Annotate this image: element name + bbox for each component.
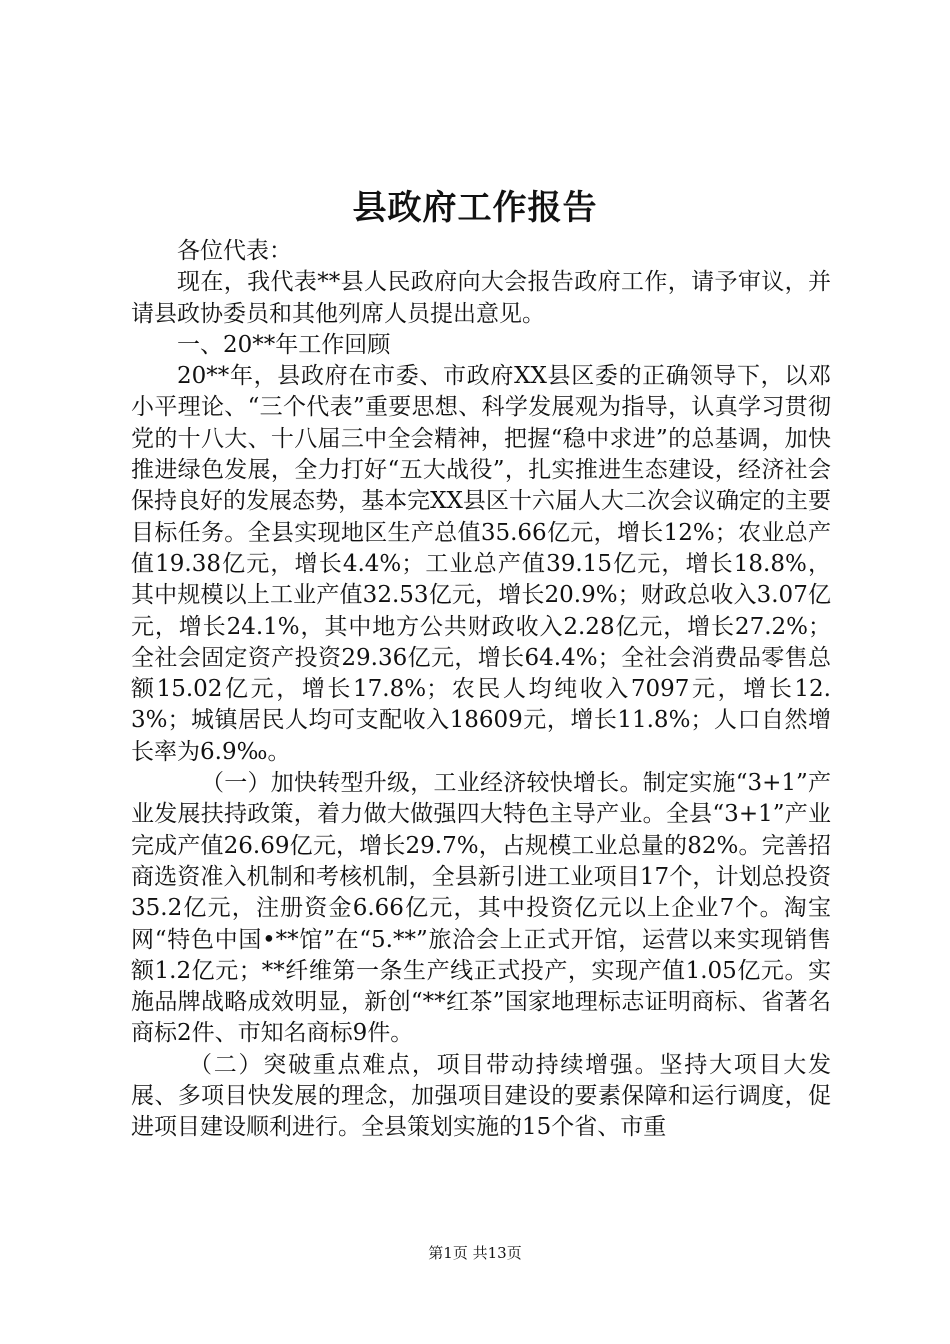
document-title: 县政府工作报告 bbox=[352, 188, 598, 228]
section-heading: 一、20**年工作回顾 bbox=[177, 331, 391, 358]
salutation: 各位代表： bbox=[177, 238, 292, 264]
page-footer: 第1页 共13页 bbox=[428, 1244, 522, 1262]
subsection-one-paragraph: （一）加快转型升级，工业经济较快增长。制定实施“3+1”产业发展扶持政策，着力做大做强四大特色主导产业。全县“3+1”产业完成产值26.69亿元，增长29.7%，占规模工业总量的82%。完善招商选资准入机制和考核机制，全县新引进工业项目17个，计划总投资35.2亿元，注册资金6.66亿元，其中投资亿元以上企业7个。淘宝网“特色中国•**馆”在“5.**”旅洽会上正式开馆，运营以来实现销售额1.2亿元；**纤维第一条生产线正式投产，实现产值1.05亿元。实施品牌战略成效明显，新创“**红茶”国家地理标志证明商标、省著名商标2件、市知名商标9件。 bbox=[131, 770, 831, 1047]
review-paragraph: 20**年，县政府在市委、市政府XX县区委的正确领导下，以邓小平理论、“三个代表”重要思想、科学发展观为指导，认真学习贯彻党的十八大、十八届三中全会精神，把握“稳中求进”的总基调，加快推进绿色发展，全力打好“五大战役”，扎实推进生态建设，经济社会保持良好的发展态势，基本完XX县区十六届人大二次会议确定的主要目标任务。全县实现地区生产总值35.66亿元，增长12%；农业总产值19.38亿元，增长4.4%；工业总产值39.15亿元，增长18.8%，其中规模以上工业产值32.53亿元，增长20.9%；财政总收入3.07亿元，增长24.1%，其中地方公共财政收入2.28亿元，增长27.2%；全社会固定资产投资29.36亿元，增长64.4%；全社会消费品零售总额15.02亿元，增长17.8%；农民人均纯收入7097元，增长12.3%；城镇居民人均可支配收入18609元，增长11.8%；人口自然增长率为6.9‰。 bbox=[131, 363, 831, 765]
opening-paragraph: 现在，我代表**县人民政府向大会报告政府工作，请予审议，并请县政协委员和其他列席人员提出意见。 bbox=[131, 269, 831, 327]
subsection-two-paragraph: （二）突破重点难点，项目带动持续增强。坚持大项目大发展、多项目快发展的理念，加强项目建设的要素保障和运行调度，促进项目建设顺利进行。全县策划实施的15个省、市重 bbox=[131, 1051, 831, 1141]
document-body bbox=[131, 236, 831, 1144]
